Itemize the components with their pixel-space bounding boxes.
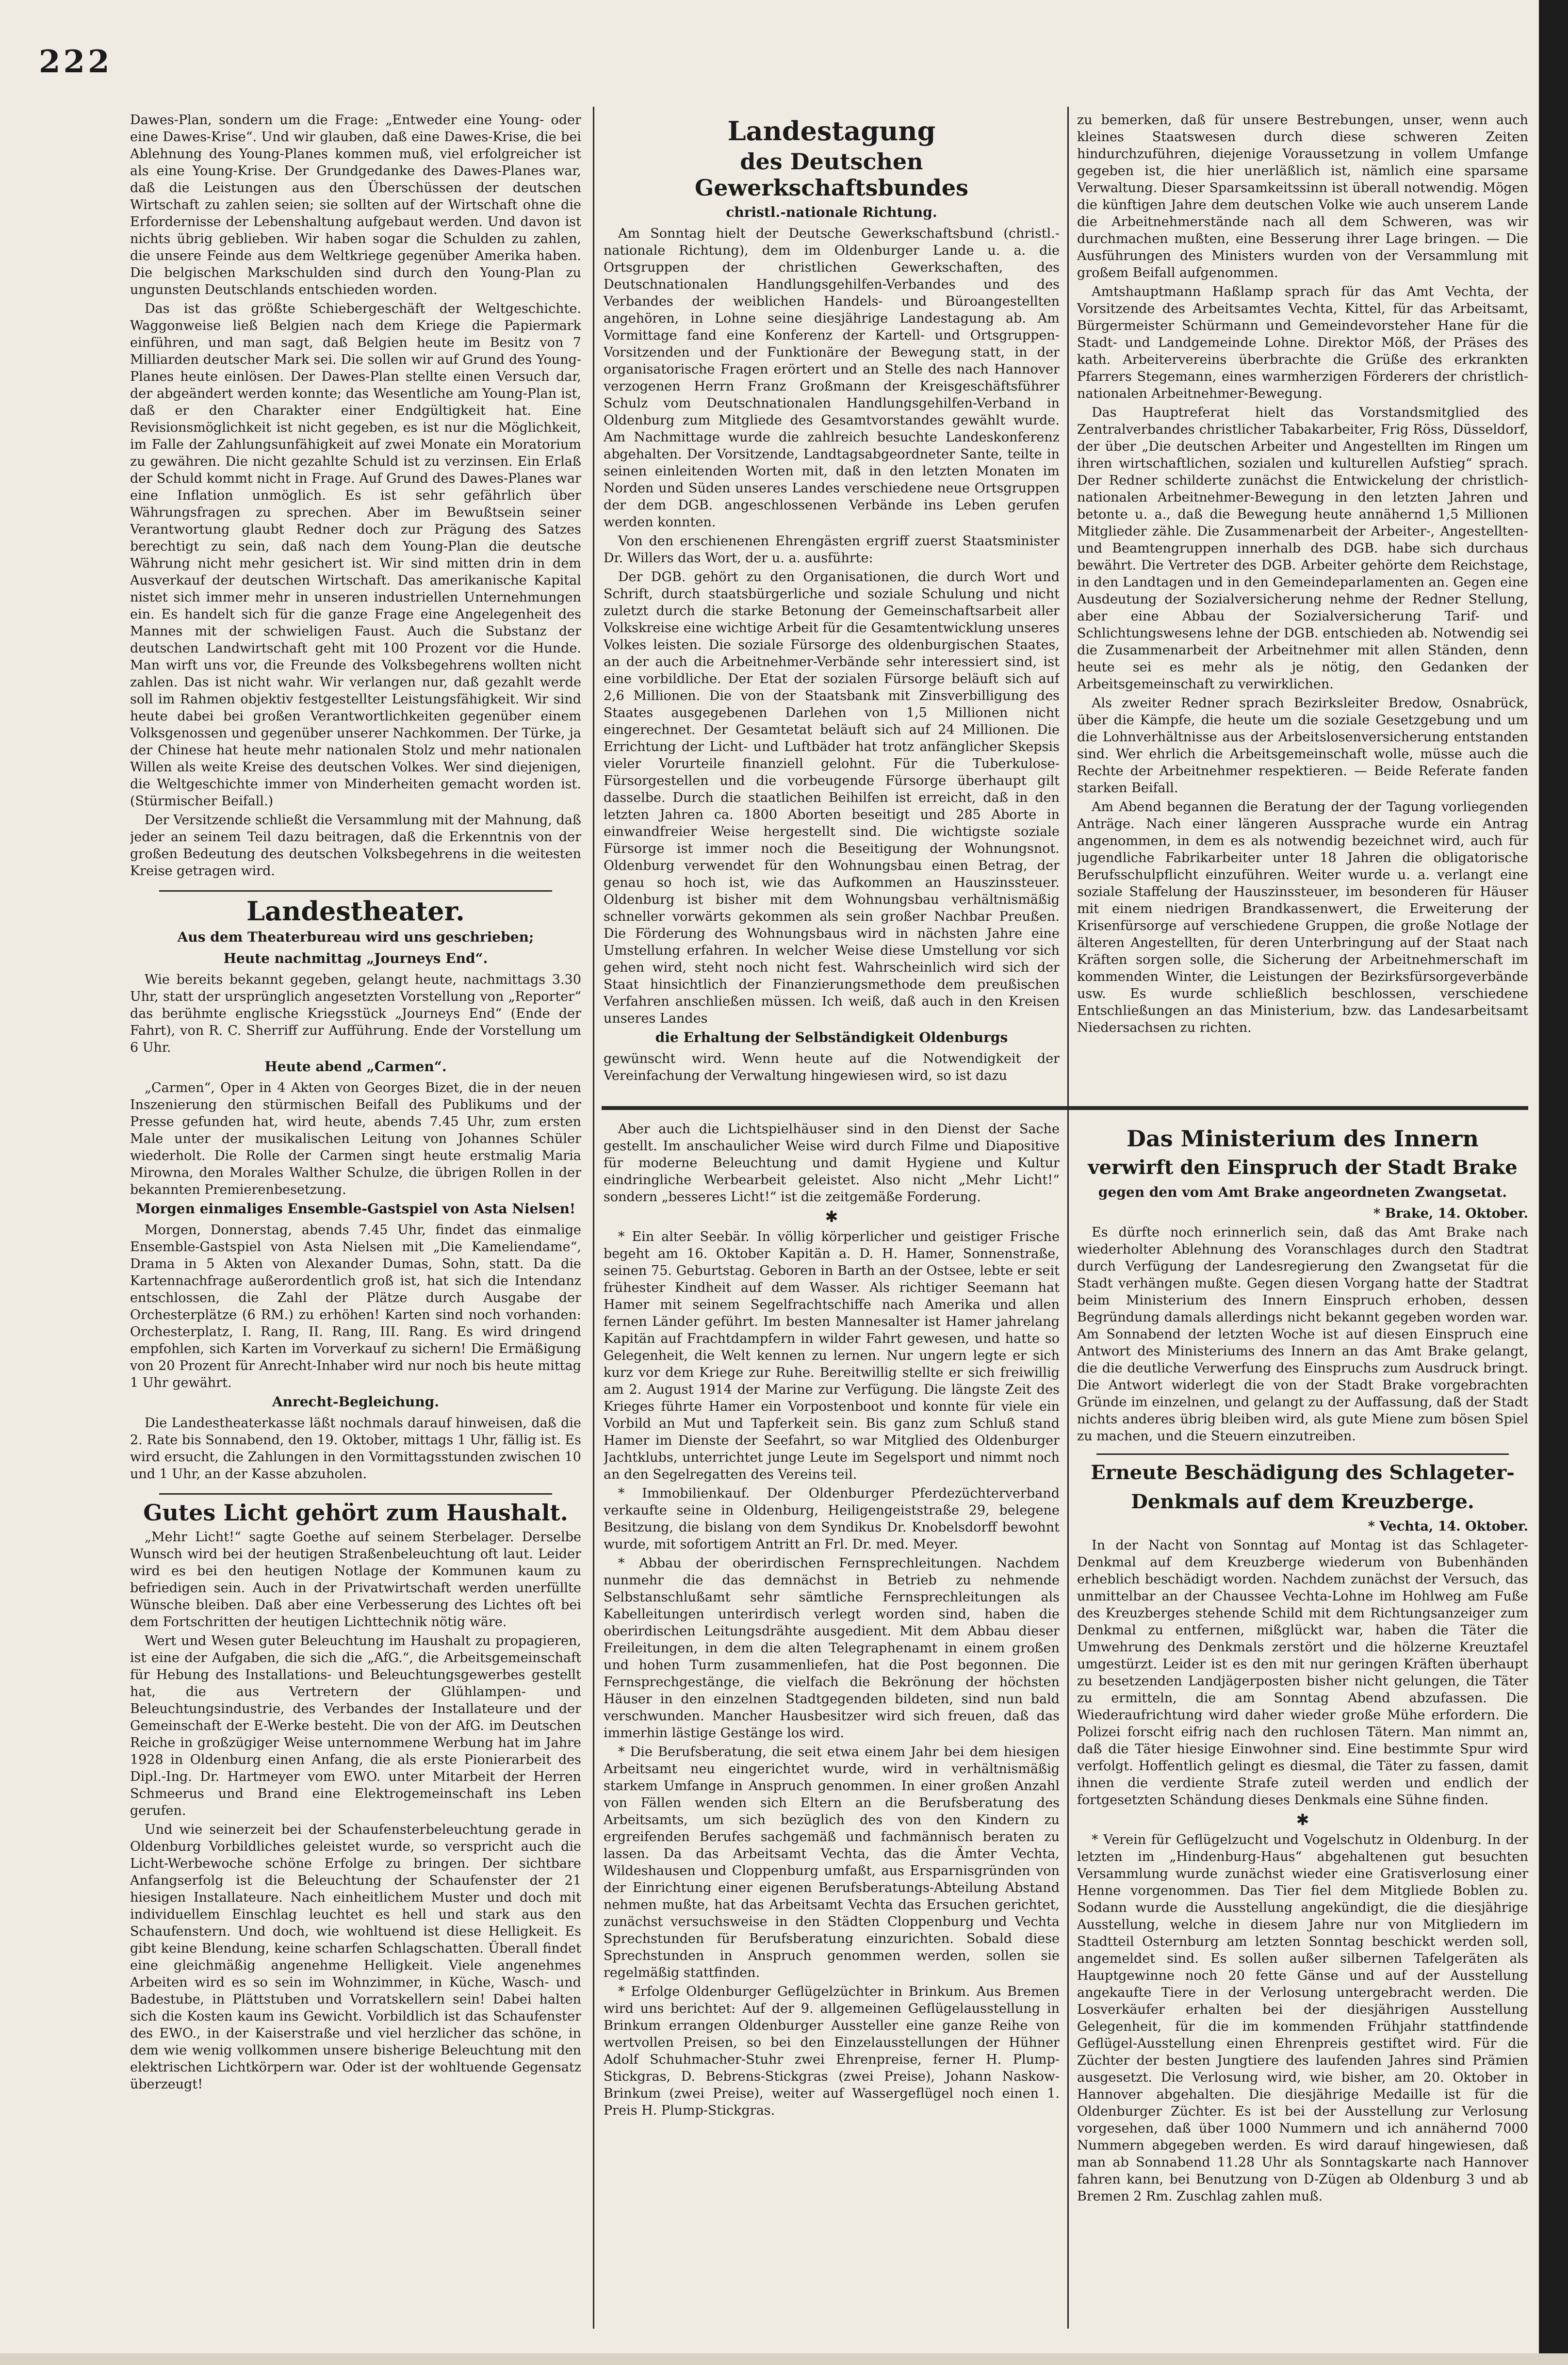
article-text: Es dürfte noch erinnerlich sein, daß das Amt Brake nach wiederholter Ablehnung des Voranschlages durch den Stadtrat durch Verfügung der Landesregierung den Zwangsetat für die Stadt verhängen mußte. Gegen diesen Vorgang hatte der Stadtrat beim Ministerium des Innern Einspruch erhoben, dessen Begründung damals allerdings nicht bekannt gegeben worden war. Am Sonnabend der letzten Woche ist auf diesen Einspruch eine Antwort des Ministeriums des Innern an das Amt Brake gelangt, die die deutliche Verwerfung des Einspruchs zum Ausdruck bringt. Die Antwort widerlegt die von der Stadt Brake vorgebrachten Gründe im einzelnen, und gelangt zu der Auffassung, daß der Stadt nichts anderes übrig bleiben wird, als gute Miene zum bösen Spiel zu machen, und die Steuern einzutreiben. bbox=[1077, 1225, 1528, 1444]
article-text: Morgen, Donnerstag, abends 7.45 Uhr, findet das einmalige Ensemble-Gastspiel von Asta Nielsen mit „Die Kameliendame“, Drama in 5 Akten von Alexander Dumas, Sohn, statt. Da die Kartennachfrage außerordentlich groß ist, hat sich die Intendanz entschlossen, die Zahl der Plätze durch Ausgabe der Orchesterplätze (6 RM.) zu erhöhen! Karten sind noch vorhanden: Orchesterplatz, I. Rang, II. Rang, III. Rang. Es wird dringend empfohlen, sich Karten im Vorverkauf zu sichern! Die Ermäßigung von 20 Prozent für Anrecht-Inhaber wird nur noch bis heute mittag 1 Uhr gewährt. bbox=[130, 1223, 581, 1390]
article-text: * Die Berufsberatung, die seit etwa einem Jahr bei dem hiesigen Arbeitsamt neu eingerichtet wurde, wird in verhältnismäßig starkem Umfange in Anspruch genommen. In einer großen Anzahl von Fällen wenden sich Eltern an die Berufsberatung des Arbeitsamts, um sich bezüglich des von den Kindern zu ergreifenden Berufes sachgemäß und fachmännisch beraten zu lassen. Da das Arbeitsamt Vechta, das die Ämter Vechta, Wildeshausen und Cloppenburg umfaßt, aus Ersparnisgründen von der Einrichtung einer eigenen Berufsberatungs-Abteilung Abstand nehmen mußte, hat das Arbeitsamt Vechta das Ersuchen gerichtet, zunächst versuchsweise in den Städten Cloppenburg und Vechta Sprechstunden für Berufsberatung einzurichten. Sobald diese Sprechstunden in Anspruch genommen werden, sollen sie regelmäßig stattfinden. bbox=[604, 1745, 1060, 1980]
article-text: Am Sonntag hielt der Deutsche Gewerkschaftsbund (christl.-nationale Richtung), dem im Oldenburger Lande u. a. die Ortsgruppen der christlichen Gewerkschaften, des Deutschnationalen Handlungsgehilfen-Verbandes und des Verbandes der weiblichen Handels- und Büroangestellten angehören, in Lohne seine diesjährige Landestagung ab. Am Vormittage fand eine Konferenz der Kartell- und Ortsgruppen-Vorsitzenden und der Funktionäre der Bewegung statt, in der organisatorische Fragen erörtert und an Stelle des nach Hannover verzogenen Herrn Franz Großmann der Kreisgeschäftsführer Schulz vom Deutschnationalen Handlungsgehilfen-Verband in Oldenburg zum Mitgliede des Gesamtvorstandes gewählt wurde. Am Nachmittage wurde die zahlreich besuchte Landeskonferenz abgehalten. Der Vorsitzende, Landtagsabgeordneter Sante, teilte in seinen einleitenden Worten mit, daß in den letzten Monaten im Norden und Süden unseres Landes verschiedene neue Ortsgruppen der dem DGB. angeschlossenen Verbände ins Leben gerufen werden konnten. bbox=[604, 226, 1060, 530]
column-2-top bbox=[604, 112, 1060, 1092]
gewerkschaft-headline-1: Landestagung bbox=[727, 115, 936, 147]
article-text: * Ein alter Seebär. In völlig körperlicher und geistiger Frische begeht am 16. Oktober Kapitän a. D. H. Hamer, Sonnenstraße, seinen 75. Geburtstag. Geboren in Barth an der Ostsee, lebte er seit frühester Kindheit auf dem Wasser. Als richtiger Seemann hat Hamer mit seinem Segelfrachtschiffe nach Amerika und allen fernen Länder geführt. Im besten Mannesalter ist Hamer jahrelang Kapitän auf Frachtdampfern in wilder Fahrt gewesen, und hatte so Gelegenheit, die Welt kennen zu lernen. Nur ungern legte er sich kurz vor dem Kriege zur Ruhe. Bereitwillig stellte er sich freiwillig am 2. August 1914 der Marine zur Verfügung. Die längste Zeit des Krieges führte Hamer ein Vorpostenboot und konnte für viele ein Vorbild an Mut und Tapferkeit sein. Bis ganz zum Schluß stand Hamer im Dienste der Seefahrt, so war Mitglied des Oldenburger Jachtklubs, unterrichtet junge Leute im Segelsport und nimmt noch an den Segelregatten des Vereins teil. bbox=[604, 1229, 1060, 1482]
ornament-icon: ✱ bbox=[1296, 1810, 1309, 1829]
article-text: Der DGB. gehört zu den Organisationen, die durch Wort und Schrift, durch staatsbürgerliche und soziale Schulung und nicht zuletzt durch die starke Betonung der Gemeinschaftsarbeit aller Volkskreise eine wichtige Arbeit für die Gesamtentwicklung unseres Volkes leisten. Die soziale Fürsorge des oldenburgischen Staates, an der auch die Arbeitnehmer-Verbände sehr interessiert sind, ist eine vorbildliche. Der Etat der sozialen Fürsorge beläuft sich auf 2,6 Millionen. Die von der Staatsbank mit Zinsverbilligung des Staates ausgegebenen Darlehen von 1,5 Millionen nicht eingerechnet. Der Gesamtetat beläuft sich auf 24 Millionen. Die Errichtung der Licht- und Luftbäder hat trotz anfänglicher Skepsis vieler Vorurteile finanziell gelohnt. Für die Tuberkulose-Fürsorgestellen und die vorbeugende Fürsorge überhaupt gilt dasselbe. Durch die staatlichen Beihilfen ist erreicht, daß in den letzten Jahren ca. 1800 Aborten beseitigt und 285 Aborte in einwandfreier Weise hergestellt sind. Die wichtigste soziale Fürsorge ist immer noch die Beseitigung der Wohnungsnot. Oldenburg verwendet für den Wohnungsbau einen Betrag, der genau so hoch ist, wie das Aufkommen an Hauszinssteuer. Oldenburg ist bisher mit dem Wohnungsbau verhältnismäßig schneller vorwärts gekommen als sein großer Nachbar Preußen. Die Förderung des Wohnungsbaus wird in nächsten Jahre eine Umstellung erfahren. In welcher Weise diese Umstellung vor sich gehen wird, steht noch nicht fest. Wahrscheinlich wird sich der Staat hinsichtlich der Finanzierungsmethode dem preußischen Verfahren anschließen müssen. Ich weiß, daß auch in den Kreisen unseres Landes bbox=[604, 570, 1060, 1026]
article-text: Von den erschienenen Ehrengästen ergriff zuerst Staatsminister Dr. Willers das Wort, der u. a. ausführte: bbox=[604, 534, 1060, 566]
article-text: Das Hauptreferat hielt das Vorstandsmitglied des Zentralverbandes christlicher Tabakarbeiter, Frig Röss, Düsseldorf, der über „Die deutschen Arbeiter und Angestellten im Ringen um ihren wirtschaftlichen, sozialen und kulturellen Aufstieg“ sprach. Der Redner schilderte zunächst die Entwickelung der christlich-nationalen Arbeitnehmer-Bewegung in den letzten Jahren und betonte u. a., daß die Bewegung heute annähernd 1,5 Millionen Mitglieder zähle. Die Zusammenarbeit der Arbeiter-, Angestellten- und Beamtengruppen innerhalb des DGB. habe sich durchaus bewährt. Die Vertreter des DGB. Arbeiter gehörte dem Reichstage, in den Landtagen und in den Gemeindeparlamenten an. Gegen eine Ausdeutung der Sozialversicherung nehme der Redner Stellung, aber eine Abbau der Sozialversicherung Tarif- und Schlichtungswesens lehne der DGB. entschieden ab. Notwendig sei die Zusammenarbeit der Arbeitnehmer mit allen Ständen, denn heute sei es mehr als je nötig, den Gedanken der Arbeitsgemeinschaft zu verwirklichen. bbox=[1077, 405, 1528, 692]
section-divider bbox=[602, 1106, 1528, 1110]
column-2-bottom bbox=[604, 1121, 1060, 2324]
article-text: In der Nacht von Sonntag auf Montag ist das Schlageter-Denkmal auf dem Kreuzberge wiederum von Bubenhänden erheblich beschädigt worden. Nachdem zunächst der Versuch, das unmittelbar an der Chaussee Vechta-Lohne im Hohlweg am Fuße des Kreuzberges stehende Schild mit dem Richtungsanzeiger zum Denkmal zu entfernen, mißglückt war, haben die Täter die Umwehrung des Denkmals zerstört und die hölzerne Kreuztafel umgestürzt. Leider ist es den mit nur geringen Kräften überhaupt zu besetzenden Landjägerposten bisher nicht gelungen, die Täter zu ermitteln, die am Sonntag Abend abzufassen. Die Wiederaufrichtung wird daher wieder große Mühe erfordern. Die Polizei forscht eifrig nach den ruchlosen Tätern. Man nimmt an, daß die Täter hiesige Einwohner sind. Eine bestimmte Spur wird verfolgt. Hoffentlich gelingt es diesmal, die Täter zu fassen, damit ihnen die verdiente Strafe zuteil werden und endlich der fortgesetzten Schändung dieses Denkmals eine Sühne finden. bbox=[1077, 1538, 1528, 1808]
article-emphasis: die Erhaltung der Selbständigkeit Oldenburgs bbox=[655, 1029, 1008, 1045]
brake-headline-2: verwirft den Einspruch der Stadt Brake bbox=[1088, 1156, 1518, 1179]
page-edge bbox=[1539, 0, 1568, 2365]
article-text: * Verein für Geflügelzucht und Vogelschutz in Oldenburg. In der letzten im „Hindenburg-Haus“ abgehaltenen gut besuchten Versammlung wurde zunächst wieder eine Gratisverlosung einer Henne vorgenommen. Das Tier fiel dem Mitgliede Boblen zu. Sodann wurde die Ausstellung angekündigt, die die diesjährige Ausstellung, welche in diesem Jahre nur von Mitgliedern im Stadtteil Osternburg am letzten Sonntag beschickt werden soll, angemeldet sind. Es sollen außer silbernen Tafelgeräten als Hauptgewinne noch 20 fette Gänse und auf der Ausstellung angekaufte Tiere in der Verlosung untergebracht werden. Die Losverkäufer erhalten bei der diesjährigen Ausstellung Gelegenheit, für die im kommenden Frühjahr stattfindende Geflügel-Ausstellung einen Ehrenpreis gestiftet wird. Für die Züchter der besten Jungtiere des laufenden Jahres sind Prämien ausgesetzt. Die Verlosung wird, wie bisher, am 20. Oktober in Hannover abgehalten. Die diesjährige Medaille ist für die Oldenburger Züchter. Es ist bei der Ausstellung zur Verlosung vorgesehen, daß über 1000 Nummern und ich annähernd 7000 Nummern abgegeben werden. Es wird darauf hingewiesen, daß man ab Sonnabend 11.28 Uhr als Sonntagskarte nach Hannover fahren kann, bei Benutzung von D-Zügen ab Oldenburg 3 und ab Bremen 2 Rm. Zuschlag zahlen muß. bbox=[1077, 1832, 1528, 2204]
column-3-bottom bbox=[1077, 1121, 1528, 2324]
brake-dateline: * Brake, 14. Oktober. bbox=[1373, 1206, 1528, 1221]
article-text: Das ist das größte Schiebergeschäft der Weltgeschichte. Waggonweise ließ Belgien nach dem Kriege die Papiermark einführen, und man sagt, daß Belgien heute im Besitz von 7 Milliarden deutscher Mark sei. Die sollen wir auf Grund des Young-Planes heute einlösen. Der Dawes-Plan stellte einen Versuch dar, der abgeändert werden konnte; das Wesentliche am Young-Plan ist, daß er den Charakter einer Endgültigkeit hat. Eine Revisionsmöglichkeit ist nicht gegeben, es ist nur die Möglichkeit, im Falle der Zahlungsunfähigkeit auf zwei Monate ein Moratorium zu gewähren. Die nicht gezahlte Schuld ist zu verzinsen. Ein Erlaß der Schuld kommt nicht in Frage. Auf Grund des Dawes-Planes war eine Inflation unmöglich. Es ist sehr gefährlich über Währungsfragen zu sprechen. Aber im Bewußtsein seiner Verantwortung glaubt Redner doch zur Prägung des Satzes berechtigt zu sein, daß nach dem Young-Plan die deutsche Währung nicht mehr gesichert ist. Wir sind mitten drin in dem Ausverkauf der deutschen Wirtschaft. Das amerikanische Kapital nistet sich immer mehr in unseren industriellen Unternehmungen ein. Es handelt sich für die ganze Frage eine Angelegenheit des Mannes mit der schwieligen Faust. Auch die Substanz der deutschen Landwirtschaft geht mit 100 Prozent vor die Hunde. Man wirft uns vor, die Freunde des Volksbegehrens wollten nicht zahlen. Das ist nicht wahr. Wir verlangen nur, daß gezahlt werde soll im Rahmen objektiv festgestellter Leistungsfähigkeit. Wir sind heute dabei bei großen Verantwortlichkeiten gegenüber einem Volksgenossen und gegenüber unserer Nachkommen. Der Türke, ja der Chinese hat heute mehr nationalen Stolz und mehr nationalen Willen als weite Kreise des deutschen Volkes. Wer sind diejenigen, die Weltgeschichte immer von Minderheiten gemacht worden ist. (Stürmischer Beifall.) bbox=[130, 301, 581, 809]
licht-headline: Gutes Licht gehört zum Haushalt. bbox=[143, 1500, 568, 1526]
theater-gastspiel: Morgen einmaliges Ensemble-Gastspiel von Asta Nielsen! bbox=[135, 1201, 576, 1217]
article-text: Als zweiter Redner sprach Bezirksleiter Bredow, Osnabrück, über die Kämpfe, die heute um die soziale Gesetzgebung und um die Lohnverhältnisse aus der Arbeitslosenversicherung entstanden sind. Wer ehrlich die Arbeitsgemeinschaft wolle, müsse auch die Rechte der Arbeitnehmer respektieren. — Beide Referate fanden starken Beifall. bbox=[1077, 696, 1528, 796]
article-text: gewünscht wird. Wenn heute auf die Notwendigkeit der Vereinfachung der Verwaltung hingewiesen wird, so ist dazu bbox=[604, 1051, 1060, 1083]
section-divider bbox=[159, 890, 552, 892]
article-text: Und wie seinerzeit bei der Schaufensterbeleuchtung gerade in Oldenburg Vorbildliches geleistet wurde, so verspricht auch die Licht-Werbewoche schöne Erfolge zu bringen. Der sichtbare Anfangserfolg ist die Beleuchtung der Schaufenster der 21 hiesigen Installateure. Nach einheitlichem Muster und doch mit individuellem Einschlag leuchtet es hell und stark aus den Schaufenstern. Und doch, wie wohltuend ist diese Helligkeit. Es gibt keine Blendung, keine scharfen Schlagschatten. Überall findet eine gleichmäßig angenehme Helligkeit. Viele angenehmes Arbeiten wird es so sein im Wohnzimmer, in Küche, Wasch- und Badestube, in Plättstuben und Vorratskellern sein! Dabei halten sich die Kosten kaum ins Gewicht. Vorbildlich ist das Schaufenster des EWO., in der Kaiserstraße und viel herzlicher das schöne, in dem wie wenig vollkommen unsere bisherige Beleuchtung mit den elektrischen Lichtkörpern war. Oder ist der wohltuende Gegensatz überzeugt! bbox=[130, 1822, 581, 2092]
column-rule bbox=[1067, 107, 1069, 2329]
page-bottom-edge bbox=[0, 2353, 1568, 2365]
brake-subhead: gegen den vom Amt Brake angeordneten Zwangsetat. bbox=[1098, 1184, 1507, 1200]
article-text: * Erfolge Oldenburger Geflügelzüchter in Brinkum. Aus Bremen wird uns berichtet: Auf der 9. allgemeinen Geflügelausstellung in Brinkum errangen Oldenburger Aussteller eine ganze Reihe von wertvollen Preisen, so bei den Einzelausstellungen der Hühner Adolf Schuhmacher-Stuhr zwei Ehrenpreise, ferner H. Plump-Stickgras, D. Bebrens-Stickgras (zwei Preise), Johann Naskow-Brinkum (zwei Preise), weiter auf Wassergeflügel noch einen 1. Preis H. Plump-Stickgras. bbox=[604, 1984, 1060, 2118]
article-text: Dawes-Plan, sondern um die Frage: „Entweder eine Young- oder eine Dawes-Krise“. Und wir glauben, daß eine Dawes-Krise, die bei Ablehnung des Young-Planes kommen muß, viel erfolgreicher ist als eine Young-Krise. Der Grundgedanke des Dawes-Planes war, daß die Leistungen aus den Überschüssen der deutschen Wirtschaft zu zahlen seien; sie sollten auf der Wirtschaft ohne die Erfordernisse der Lebenshaltung aufgebaut werden. Und davon ist nichts übrig geblieben. Wir haben sogar die Schulden zu zahlen, die unsere Feinde aus dem Weltkriege gegenüber Amerika haben. Die belgischen Markschulden sind durch den Young-Plan zu ungunsten Deutschlands entschieden worden. bbox=[130, 113, 581, 297]
article-text: Aber auch die Lichtspielhäuser sind in den Dienst der Sache gestellt. Im anschaulicher Weise wird durch Filme und Diapositive für moderne Beleuchtung und damit Hygiene und Kultur eindringliche Werbearbeit geleistet. Also nicht „Mehr Licht!“ sondern „besseres Licht!“ ist die zeitgemäße Forderung. bbox=[604, 1122, 1060, 1205]
schlageter-dateline: * Vechta, 14. Oktober. bbox=[1368, 1519, 1528, 1534]
ornament-icon: ✱ bbox=[825, 1207, 838, 1226]
brake-headline-1: Das Ministerium des Innern bbox=[1127, 1125, 1479, 1152]
section-divider bbox=[159, 1493, 552, 1495]
article-text: Wert und Wesen guter Beleuchtung im Haushalt zu propagieren, ist eine der Aufgaben, die sich die „AfG.“, die Arbeitsgemeinschaft für Hebung des Installations- und Beleuchtungsgewerbes gestellt hat, die aus Vertretern der Glühlampen- und Beleuchtungsindustrie, des Verbandes der Installateure und der Gemeinschaft der E-Werke besteht. Die von der AfG. im Deutschen Reiche in großzügiger Weise unternommene Werbung hat im Jahre 1928 in Oldenburg einen Anfang, die als erste Pionierarbeit des Dipl.-Ing. Dr. Hartmeyer vom EWO. unter Mitarbeit der Herren Schmeerus und Brand eine Elektrogemeinschaft ins Leben gerufen. bbox=[130, 1633, 581, 1818]
section-divider bbox=[1096, 1453, 1509, 1455]
gewerkschaft-headline-2: des Deutschen Gewerkschaftsbundes bbox=[695, 148, 968, 201]
article-text: Der Versitzende schließt die Versammlung mit der Mahnung, daß jeder an seinem Teil dazu beitragen, daß die Erkenntnis von der großen Bedeutung des deutschen Volksbegehrens in die weitesten Kreise getragen wird. bbox=[130, 813, 581, 879]
theater-anrecht: Anrecht-Begleichung. bbox=[272, 1394, 440, 1410]
schlageter-headline-2: Denkmals auf dem Kreuzberge. bbox=[1131, 1490, 1474, 1513]
article-text: Die Landestheaterkasse läßt nochmals darauf hinweisen, daß die 2. Rate bis Sonnabend, den 19. Oktober, mittags 1 Uhr, fällig ist. Es wird ersucht, die Zahlungen in den Vormittagsstunden zwischen 10 und 1 Uhr, an der Kasse abzuholen. bbox=[130, 1416, 581, 1482]
article-text: zu bemerken, daß für unsere Bestrebungen, unser, wenn auch kleines Staatswesen durch diese schweren Zeiten hindurchzuführen, diejenige Voraussetzung in vollem Umfange gegeben ist, die hier unerläßlich ist, nämlich eine sparsame Verwaltung. Dieser Sparsamkeitssinn ist überall notwendig. Mögen die künftigen Jahre dem deutschen Volke wie auch unserem Lande die Arbeitnehmerstände nach all dem Schweren, was wir durchmachen mußten, eine Besserung ihrer Lage bringen. — Die Ausführungen des Ministers wurden von der Versammlung mit großem Beifall aufgenommen. bbox=[1077, 113, 1528, 280]
article-text: „Carmen“, Oper in 4 Akten von Georges Bizet, die in der neuen Inszenierung den stürmischen Beifall des Publikums und der Presse gefunden hat, wird heute, abends 7.45 Uhr, zum ersten Male unter der musikalischen Leitung von Johannes Schüler wiederholt. Die Rolle der Carmen singt heute erstmalig Maria Mirowna, den Morales Walther Schulze, die übrigen Rollen in der bekannten Premierenbesetzung. bbox=[130, 1080, 581, 1197]
article-text: Amtshauptmann Haßlamp sprach für das Amt Vechta, der Vorsitzende des Arbeitsamtes Vechta, Kittel, für das Arbeitsamt, Bürgermeister Schürmann und Gemeindevorsteher Hane für die Stadt- und Landgemeinde Lohne. Direktor Möß, der Präses des kath. Arbeitervereins überbrachte die Grüße des erkrankten Pfarrers Stegemann, eines warmherzigen Förderers der christlich-nationalen Arbeitnehmer-Bewegung. bbox=[1077, 284, 1528, 401]
schlageter-headline-1: Erneute Beschädigung des Schlageter- bbox=[1091, 1461, 1515, 1484]
column-1 bbox=[130, 112, 581, 2324]
theater-subhead: Aus dem Theaterbureau wird uns geschrieben; bbox=[177, 929, 534, 945]
theater-heute: Heute nachmittag „Journeys End“. bbox=[223, 950, 488, 966]
page-number: 222 bbox=[39, 44, 113, 80]
theater-headline: Landestheater. bbox=[246, 896, 465, 927]
article-text: Am Abend begannen die Beratung der der Tagung vorliegenden Anträge. Nach einer längeren Aussprache wurde ein Antrag angenommen, in dem es als notwendig bezeichnet wird, auch für jugendliche Fabrikarbeiter unter 18 Jahren die obligatorische Berufsschulpflicht einzuführen. Weiter wurde u. a. verlangt eine soziale Staffelung der Hauszinssteuer, im besonderen für Häuser mit einem niedrigen Brandkassenwert, die Erweiterung der Krisenfürsorge auf verschiedene Gruppen, die große Notlage der älteren Angestellten, für deren Unterbringung auf der Staat nach Kräften sorgen solle, die Sicherung der Arbeitnehmerschaft im kommenden Winter, die Leistungen der Bezirksfürsorgeverbände usw. Es wurde schließlich beschlossen, verschiedene Entschließungen an das Ministerium, bzw. das Landesarbeitsamt Niedersachsen zu richten. bbox=[1077, 799, 1528, 1035]
article-text: „Mehr Licht!“ sagte Goethe auf seinem Sterbelager. Derselbe Wunsch wird bei der heutigen Straßenbeleuchtung oft laut. Leider wird es bei den heutigen Notlage der Kommunen kaum zu befriedigen sein. Auch in der Privatwirtschaft werden unerfüllte Wünsche bleiben. Daß aber eine Verbesserung des Lichtes oft bei dem Fortschritten der heutigen Lichttechnik nötig wäre. bbox=[130, 1530, 581, 1630]
gewerkschaft-subhead: christl.-nationale Richtung. bbox=[726, 204, 937, 220]
article-text: * Immobilienkauf. Der Oldenburger Pferdezüchterverband verkaufte seine in Oldenburg, Heiligengeiststraße 29, belegene Besitzung, die bislang von dem Syndikus Dr. Knobelsdorff bewohnt wurde, mit sofortigem Antritt an Frl. Dr. med. Meyer. bbox=[604, 1486, 1060, 1552]
column-3-top bbox=[1077, 112, 1528, 1092]
theater-abend: Heute abend „Carmen“. bbox=[264, 1059, 447, 1075]
article-text: Wie bereits bekannt gegeben, gelangt heute, nachmittags 3.30 Uhr, statt der ursprünglich angesetzten Vorstellung von „Reporter“ das berühmte englische Kriegsstück „Journeys End“ (Ende der Fahrt), von R. C. Sherriff zur Aufführung. Ende der Vorstellung um 6 Uhr. bbox=[130, 972, 581, 1055]
column-rule bbox=[593, 107, 594, 2329]
article-text: * Abbau der oberirdischen Fernsprechleitungen. Nachdem nunmehr die das demnächst in Betrieb zu nehmende Selbstanschlußamt sehr sämtliche Fernsprechleitungen als Kabelleitungen unterirdisch verlegt worden sind, haben die oberirdischen Leitungsdrähte ausgedient. Mit dem Abbau dieser Freileitungen, in dem die alten Telegraphenamt in einem großen und hohen Turm zusammenliefen, hat die Post begonnen. Die Fernsprechgestänge, die vielfach die Bekrönung der höchsten Häuser in den einzelnen Stadtgegenden bildeten, sind nun bald verschwunden. Mancher Hausbesitzer wird sich freuen, daß das immerhin lästige Gestänge los wird. bbox=[604, 1556, 1060, 1741]
